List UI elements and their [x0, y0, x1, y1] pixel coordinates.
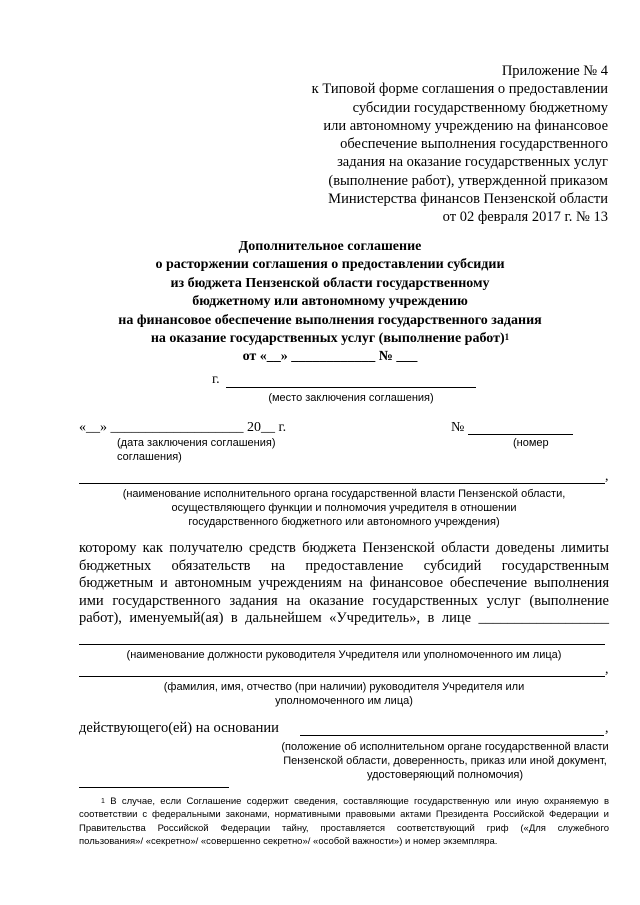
appendix-line: Министерства финансов Пензенской области: [328, 191, 608, 208]
title-line: бюджетному или автономному учреждению: [192, 294, 468, 310]
footnote-separator: [79, 787, 229, 788]
basis-caption: [270, 740, 620, 782]
caption-text: (наименование должности руководителя Учредителя или уполномоченного им лица): [126, 649, 562, 661]
caption-text: уполномоченного им лица): [275, 695, 413, 707]
footnote-mark: 1: [504, 332, 510, 343]
fio-comma: ,: [605, 662, 609, 677]
number-caption-cont: [117, 450, 182, 464]
founder-body-underline: [79, 483, 605, 484]
founder-comma: ,: [605, 469, 609, 484]
fio-caption: [79, 680, 609, 708]
paragraph-line: бюджетным и автономным учреждениям на финансовое обеспечение выполнения: [79, 575, 609, 591]
number-prefix: №: [451, 420, 465, 435]
place-underline: [226, 387, 476, 388]
appendix-line: или автономному учреждению на финансовое: [323, 117, 608, 134]
caption-text: осуществляющего функции и полномочия учредителя в отношении: [171, 502, 517, 514]
title-line: на оказание государственных услуг (выполнение работ): [150, 331, 505, 347]
title-line: Дополнительное соглашение: [238, 239, 422, 254]
paragraph-line: работ), именуемый(ая) в дальнейшем «Учредитель», в лице __________________: [79, 610, 609, 626]
place-prefix: г.: [212, 372, 220, 387]
footnote-line: [79, 795, 609, 808]
caption-text: (дата заключения соглашения): [117, 437, 276, 449]
basis-text: действующего(ей) на основании: [79, 720, 279, 736]
basis-comma: ,: [605, 721, 609, 736]
number-caption: [513, 436, 549, 450]
place-caption: [226, 391, 476, 405]
basis-underline: [300, 735, 604, 736]
document-title: [70, 238, 590, 367]
position-caption: [79, 648, 609, 662]
caption-text: (фамилия, имя, отчество (при наличии) руководителя Учредителя или: [163, 681, 525, 693]
caption-text: соглашения): [117, 451, 182, 463]
appendix-line: от 02 февраля 2017 г. № 13: [442, 209, 608, 226]
fio-underline: [79, 676, 605, 677]
paragraph-line: ими государственного задания на оказание государственных услуг (выполнение: [79, 592, 609, 609]
caption-text: (место заключения соглашения): [268, 392, 434, 404]
footnote-line: пользования»/ «секретно»/ «совершенно секретно»/ «особой важности») и номер экземпляра.: [79, 835, 498, 847]
appendix-line: к Типовой форме соглашения о предоставлении: [311, 81, 608, 98]
appendix-header: [248, 62, 608, 227]
footnote-line: соответствии с федеральными законами, нормативными правовыми актами Президента Российской Федерации и: [79, 809, 609, 821]
title-line: из бюджета Пензенской области государственному: [170, 275, 490, 291]
founder-body-caption: [79, 487, 609, 529]
caption-text: (наименование исполнительного органа государственной власти Пензенской области,: [122, 488, 566, 500]
number-underline: [468, 434, 573, 435]
appendix-line: субсидии государственному бюджетному: [352, 99, 608, 116]
paragraph-line: бюджетных обязательств на предоставление субсидий государственным: [79, 557, 609, 574]
paragraph-line: которому как получателю средств бюджета Пензенской области доведены лимиты: [79, 540, 609, 556]
main-paragraph: [79, 540, 609, 628]
caption-text: удостоверяющий полномочия): [366, 769, 523, 781]
appendix-line: обеспечение выполнения государственного: [340, 136, 608, 153]
position-underline: [79, 644, 605, 645]
caption-text: Пензенской области, доверенность, приказ или иной документ,: [283, 755, 607, 767]
appendix-line: Приложение № 4: [501, 63, 608, 79]
appendix-line: задания на оказание государственных услуг: [337, 154, 608, 171]
caption-text: (номер: [513, 437, 549, 449]
footnote-line: Правительства Российской Федерации тайну, проставляется соответствующий гриф («Для служебного: [79, 822, 609, 834]
title-line-with-footnote: [70, 330, 590, 348]
appendix-line: (выполнение работ), утвержденной приказом: [328, 172, 608, 189]
title-line: на финансовое обеспечение выполнения государственного задания: [118, 312, 542, 328]
footnote-text: В случае, если Соглашение содержит сведения, составляющие государственную или иную охраняемую в: [110, 796, 610, 807]
agreement-date: «__» ___________________ 20__ г.: [79, 420, 287, 435]
title-date-line: от «__» ____________ № ___: [242, 349, 418, 365]
title-line: о расторжении соглашения о предоставлении субсидии: [155, 257, 505, 273]
footnote-mark: 1: [101, 798, 105, 805]
footnote: [79, 795, 609, 848]
date-caption: [117, 436, 275, 450]
caption-text: государственного бюджетного или автономного учреждения): [188, 516, 500, 528]
caption-text: (положение об исполнительном органе государственной власти: [281, 741, 609, 753]
